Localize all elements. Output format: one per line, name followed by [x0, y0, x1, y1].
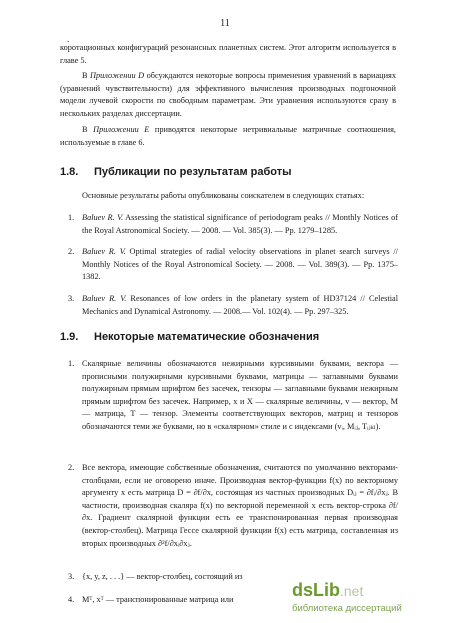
intro-paragraph-3: В Приложении E приводятся некоторые нетривиальные матричные соотношения, используемые в главе 6.	[60, 125, 396, 147]
section-heading-1-8: 1.8. Публикации по результатам работы	[60, 166, 292, 178]
appendix-d-ref: Приложении D	[90, 71, 145, 80]
section-heading-1-9: 1.9. Некоторые математические обозначения	[60, 331, 320, 343]
dslib-subtitle: библиотека диссертаций	[292, 603, 402, 614]
publication-item: 1. Baluev R. V. Assessing the statistical significance of periodogram peaks // Monthly Notices of the Royal Astronomical Society. — 2008. — Vol. 385(3). — Pp. 1279–1285.	[68, 213, 399, 235]
intro-paragraph-2: В Приложении D обсуждаются некоторые вопросы применения уравнений в вариациях (уравнений чувствительности) для эффективного вычисления производных подгоночной модели лучевой скорости по свободным параметрам. Эти уравнения используются сразу в нескольких разделах диссертации.	[60, 71, 396, 118]
publications-lead: Основные результаты работы опубликованы соискателем в следующих статьях:	[82, 191, 365, 200]
notation-item: 2. Все вектора, имеющие собственные обозначения, считаются по умолчанию векторами-столбцами, если не оговорено иначе. Производная вектор-функции f(x) по векторному аргументу x есть матрица D = ∂f/∂x, состоящая из частных производных Dᵢⱼ = ∂fᵢ/∂xⱼ. В частности, производная скаляра f(x) по векторной переменной x есть вектор-строка ∂f/∂x. Градиент скалярной функции есть ее транспонированная первая производная (вектор-столбец). Матрица Гессе скалярной функции f(x) есть матрица, составленная из вторых производных ∂²f/∂xᵢ∂xⱼ.	[68, 463, 398, 548]
dslib-watermark[interactable]	[284, 577, 444, 619]
publication-item: 3. Baluev R. V. Resonances of low orders in the planetary system of HD37124 // Celestial Mechanics and Dynamical Astronomy. — 2008.— Vol. 102(4). — Pp. 297–325.	[68, 294, 398, 316]
notation-item: 4. Mᵀ, xᵀ — транспонированные матрица или	[68, 595, 234, 604]
dslib-logo: dsLib.net	[292, 580, 364, 600]
publication-item: 2. Baluev R. V. Optimal strategies of radial velocity observations in planet search surveys // Monthly Notices of the Royal Astronomical Society. — 2008. — Vol. 389(3). — Pp. 1375–1382.	[68, 247, 398, 282]
notation-item: 3. {x, y, z, . . .} — вектор-столбец, состоящий из	[68, 572, 243, 581]
notation-item: 1. Скалярные величины обозначаются нежирными курсивными буквами, вектора — прописными полужирными курсивными буквами, матрицы — заглавными буквами полужирным прямым шрифтом без засечек, тензоры — заглавными буквами нежирным прямым шрифтом без засечек. Например, x и X — скалярные величины, v — вектор, M — матрица, T — тензор. Элементы соответствующих векторов, матриц и тензоров обозначаются теми же буквами, но в «скалярном» стиле и с индексами (vᵢ, Mᵢⱼ, Tᵢⱼₖₗ).	[68, 359, 398, 431]
intro-paragraph-1: коротационных конфигураций резонансных планетных систем. Этот алгоритм используется в главе 5.	[60, 43, 396, 65]
top-mark: .	[67, 34, 70, 44]
page-number: 11	[220, 18, 230, 29]
appendix-e-ref: Приложении E	[93, 125, 150, 134]
